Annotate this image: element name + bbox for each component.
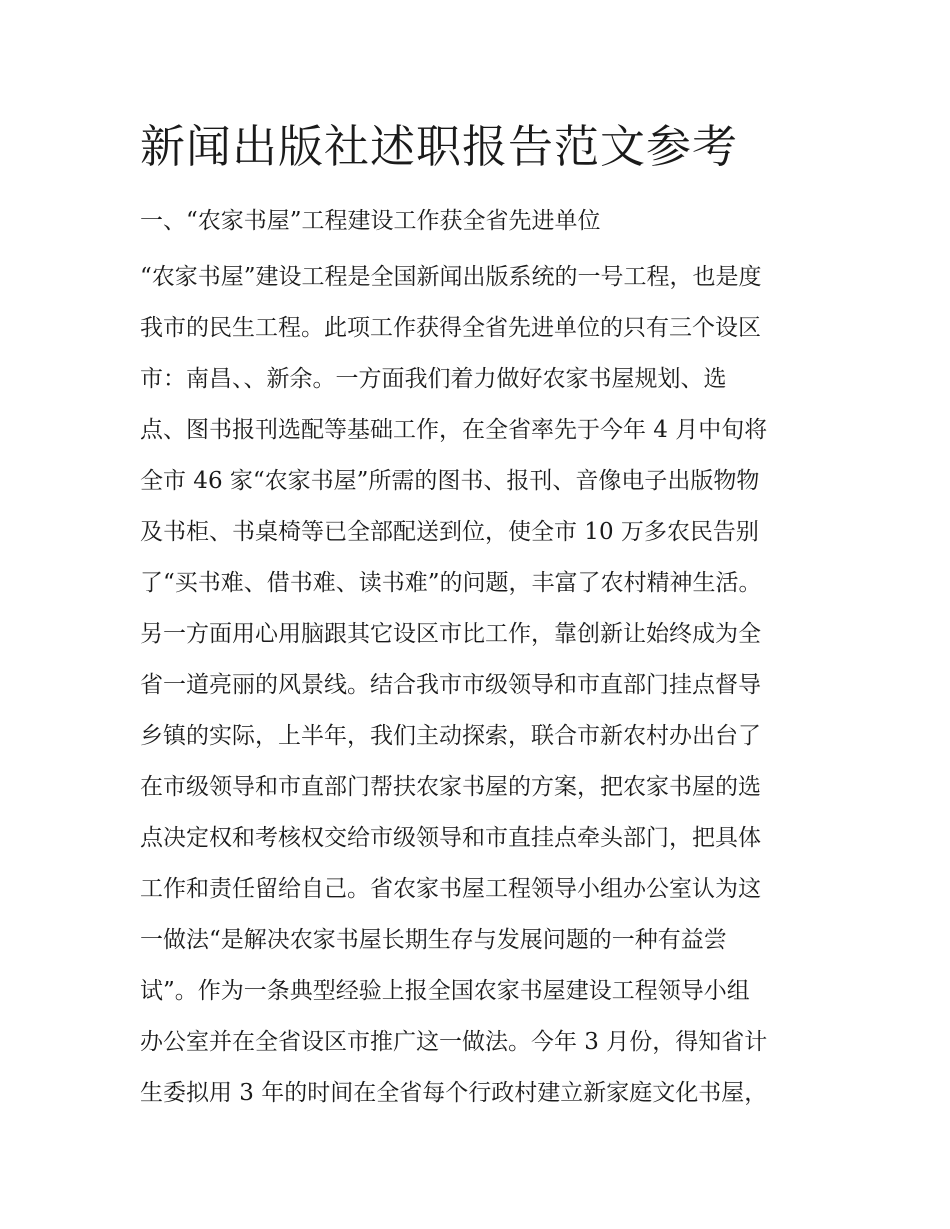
section-heading: 一、“农家书屋”工程建设工作获全省先进单位 xyxy=(140,208,601,234)
body-line: 市：南昌、、新余。一方面我们着力做好农家书屋规划、选 xyxy=(140,366,727,392)
body-text xyxy=(140,252,820,1119)
body-line: 办公室并在全省设区市推广这一做法。今年 3 月份，得知省计 xyxy=(140,1029,768,1055)
document-title: 新闻出版社述职报告范文参考 xyxy=(140,120,739,173)
body-line: 在市级领导和市直部门帮扶农家书屋的方案，把农家书屋的选 xyxy=(140,774,761,800)
body-line: “农家书屋”建设工程是全国新闻出版系统的一号工程，也是度 xyxy=(140,264,762,290)
body-line: 工作和责任留给自己。省农家书屋工程领导小组办公室认为这 xyxy=(140,876,761,902)
body-line: 试”。作为一条典型经验上报全国农家书屋建设工程领导小组 xyxy=(140,978,750,1004)
body-line: 全市 46 家“农家书屋”所需的图书、报刊、音像电子出版物物 xyxy=(140,468,760,494)
body-line: 点决定权和考核权交给市级领导和市直挂点牵头部门，把具体 xyxy=(140,825,761,851)
body-line: 生委拟用 3 年的时间在全省每个行政村建立新家庭文化书屋， xyxy=(140,1080,768,1106)
body-line: 乡镇的实际，上半年，我们主动探索，联合市新农村办出台了 xyxy=(140,723,761,749)
body-line: 点、图书报刊选配等基础工作，在全省率先于今年 4 月中旬将 xyxy=(140,417,768,443)
body-line: 我市的民生工程。此项工作获得全省先进单位的只有三个设区 xyxy=(140,315,761,341)
body-line: 另一方面用心用脑跟其它设区市比工作，靠创新让始终成为全 xyxy=(140,621,761,647)
body-line: 了“买书难、借书难、读书难”的问题，丰富了农村精神生活。 xyxy=(140,570,762,596)
body-line: 及书柜、书桌椅等已全部配送到位，使全市 10 万多农民告别 xyxy=(140,519,759,545)
body-line: 省一道亮丽的风景线。结合我市市级领导和市直部门挂点督导 xyxy=(140,672,761,698)
body-line: 一做法“是解决农家书屋长期生存与发展问题的一种有益尝 xyxy=(140,927,727,953)
